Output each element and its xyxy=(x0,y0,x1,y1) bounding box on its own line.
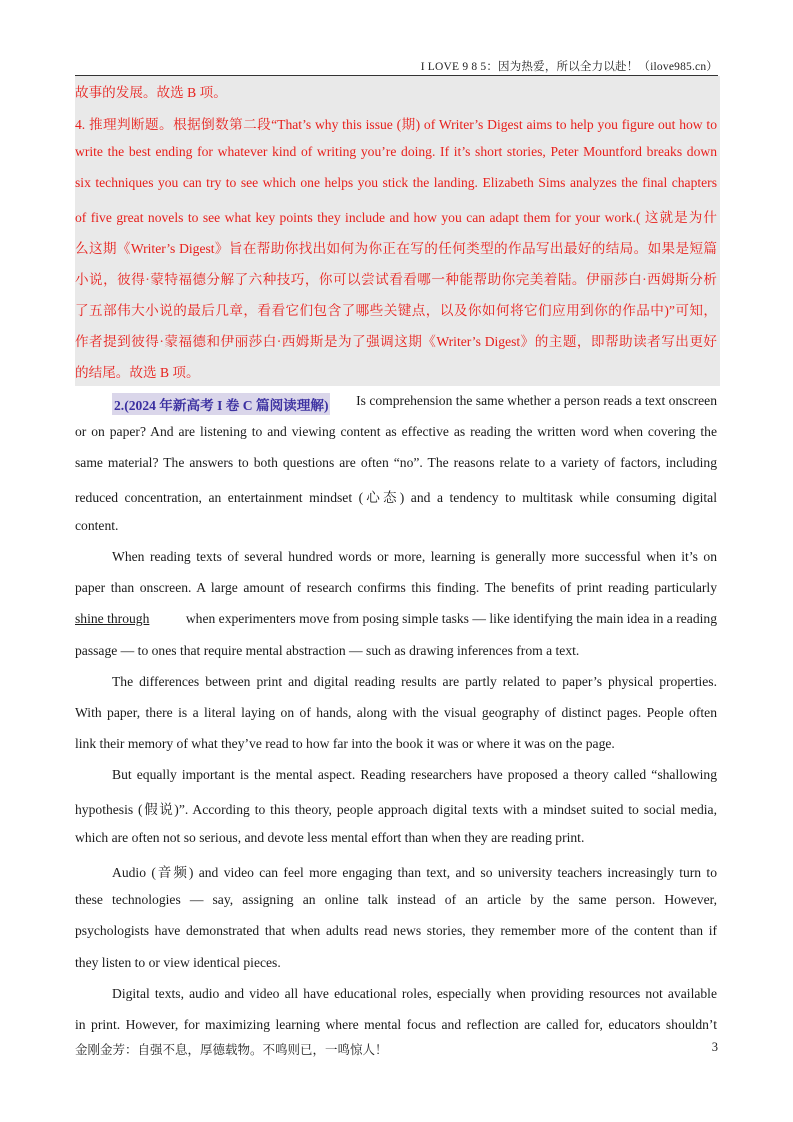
page-footer xyxy=(75,1040,718,1058)
passage-line: content. xyxy=(75,518,119,533)
underlined-phrase: shine through xyxy=(75,611,150,626)
passage-line: reduced concentration, an entertainment mindset (心态) and a tendency to multitask while consuming digital xyxy=(75,490,717,505)
answer-line: 了五部伟大小说的最后几章，看看它们包含了哪些关键点，以及你如何将它们应用到你的作品中)”可知， xyxy=(75,303,717,318)
passage-line: these technologies — say, assigning an online talk instead of an article by the same person. However, xyxy=(75,892,717,907)
answer-line: 么这期《Writer’s Digest》旨在帮助你找出如何为你正在写的任何类型的作品写出最好的结局。如果是短篇 xyxy=(75,241,717,256)
answer-line: six techniques you can try to see which one helps you stick the landing. Elizabeth Sims analyzes the final chapters xyxy=(75,175,717,190)
answer-line: of five great novels to see what key points they include and how you can adapt them for your work.( 这就是为什 xyxy=(75,210,717,225)
passage-line: in print. However, for maximizing learning where mental focus and reflection are called for, educators shouldn’t xyxy=(75,1017,717,1032)
answer-line: 作者提到彼得·蒙福德和伊丽莎白·西姆斯是为了强调这期《Writer’s Digest》的主题，即帮助读者写出更好 xyxy=(75,334,717,349)
answer-line: 故事的发展。故选 B 项。 xyxy=(75,85,227,100)
passage-line: which are often not so serious, and devote less mental effort than when they are reading print. xyxy=(75,830,585,845)
answer-line: 小说，彼得·蒙特福德分解了六种技巧，你可以尝试看看哪一种能帮助你完美着陆。伊丽莎白·西姆斯分析 xyxy=(75,272,717,287)
passage-line: paper than onscreen. A large amount of research confirms this finding. The benefits of print reading particularly xyxy=(75,580,717,595)
passage-first-line xyxy=(112,393,717,415)
passage-line: Is comprehension the same whether a person reads a text onscreen xyxy=(356,393,717,408)
passage-line: But equally important is the mental aspect. Reading researchers have proposed a theory called “shallowing xyxy=(112,767,717,782)
passage-line: or on paper? And are listening to and viewing content as effective as reading the written word when covering the xyxy=(75,424,717,439)
page-number: 3 xyxy=(711,1040,718,1054)
question-tag: 2.(2024 年新高考 I 卷 C 篇阅读理解) xyxy=(112,393,330,415)
passage-line: hypothesis (假说)”. According to this theory, people approach digital texts with a mindset suited to social media, xyxy=(75,802,717,817)
passage-line: link their memory of what they’ve read to how far into the book it was or where it was on the page. xyxy=(75,736,615,751)
answer-line: 4. 推理判断题。根据倒数第二段“That’s why this issue (期) of Writer’s Digest aims to help you figure out how to xyxy=(75,117,717,132)
passage-line: Audio (音频) and video can feel more engaging than text, and so university teachers increasingly turn to xyxy=(112,865,717,880)
passage-line: The differences between print and digital reading results are partly related to paper’s physical properties. xyxy=(112,674,717,689)
answer-line: 的结尾。故选 B 项。 xyxy=(75,365,200,380)
passage-line: passage — to ones that require mental abstraction — such as drawing inferences from a text. xyxy=(75,643,580,658)
passage-line: psychologists have demonstrated that when adults read news stories, they remember more of the content than if xyxy=(75,923,717,938)
page-header: I LOVE 9 8 5：因为热爱，所以全力以赴！（ilove985.cn） xyxy=(420,61,718,73)
passage-line: Digital texts, audio and video all have educational roles, especially when providing resources not available xyxy=(112,986,717,1001)
passage-line: when experimenters move from posing simple tasks — like identifying the main idea in a reading xyxy=(185,611,717,626)
passage-line: When reading texts of several hundred words or more, learning is generally more successful when it’s on xyxy=(112,549,717,564)
answer-line: write the best ending for whatever kind of writing you’re doing. If it’s short stories, Peter Mountford breaks down xyxy=(75,144,717,159)
passage-line-underlined xyxy=(75,611,717,627)
passage-line: same material? The answers to both questions are often “no”. The reasons relate to a variety of factors, including xyxy=(75,455,717,470)
passage-line: they listen to or view identical pieces. xyxy=(75,955,281,970)
footer-motto: 金刚金芳：自强不息，厚德载物。不鸣则已，一鸣惊人！ xyxy=(75,1043,388,1057)
passage-line: With paper, there is a literal laying on of hands, along with the visual geography of distinct pages. People often xyxy=(75,705,717,720)
